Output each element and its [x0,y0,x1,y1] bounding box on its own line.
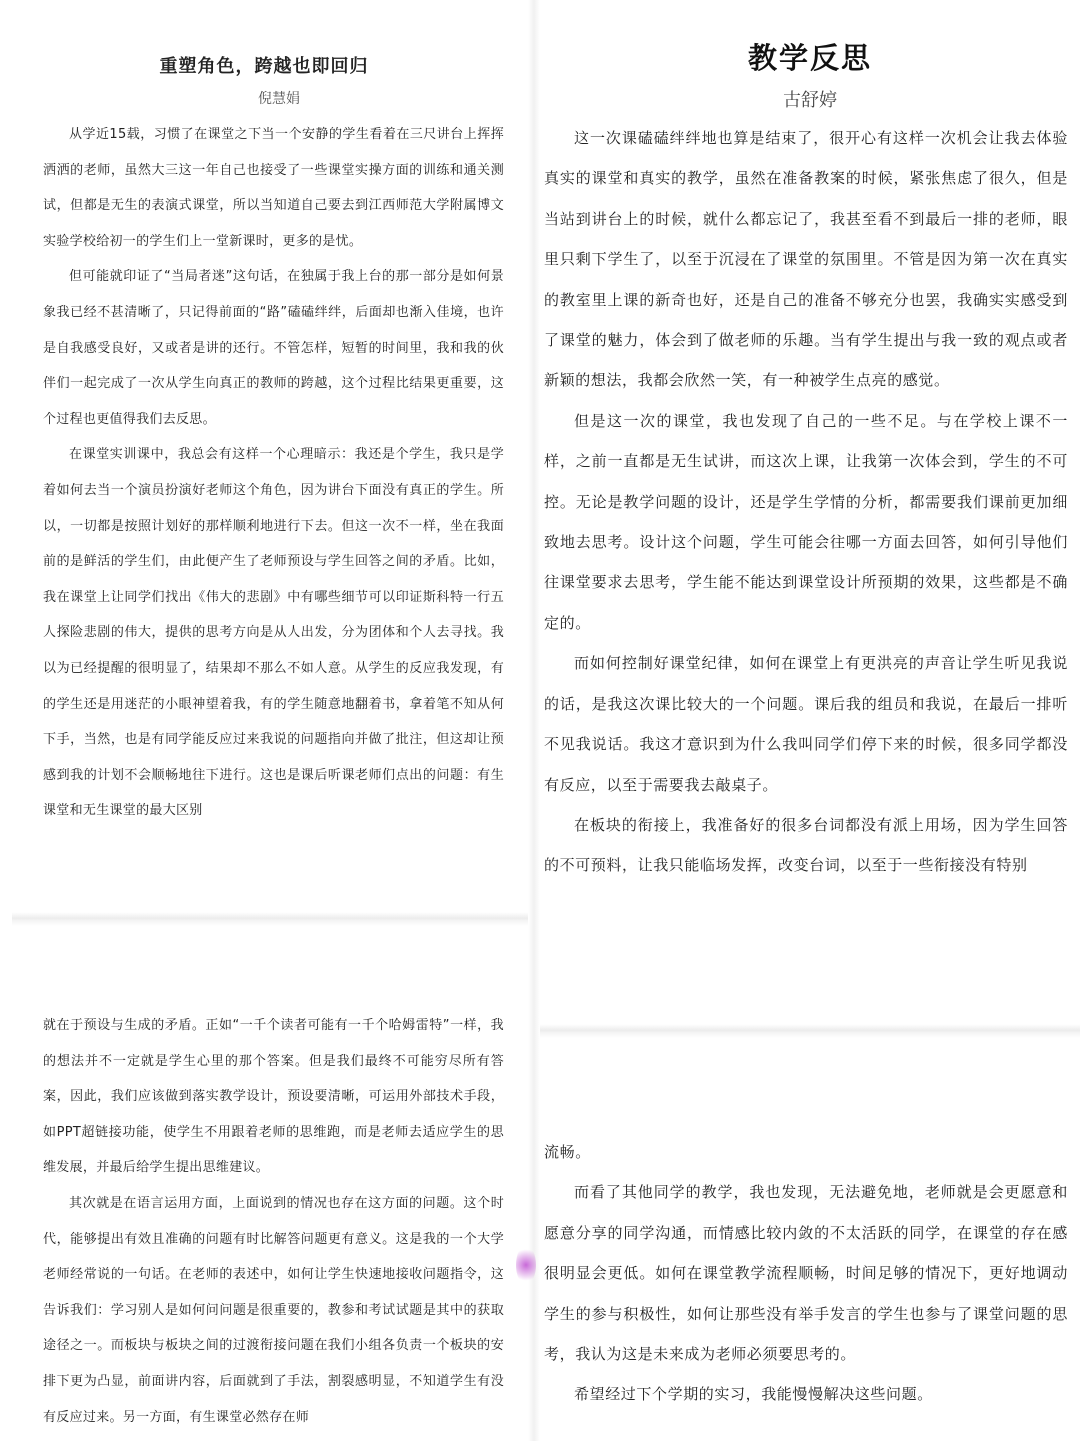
paragraph: 从学近15载，习惯了在课堂之下当一个安静的学生看着在三尺讲台上挥挥洒洒的老师，虽然大三这一年自己也接受了一些课堂实操方面的训练和通关测试，但都是无生的表演式课堂，所以当知道自己要去到江西师范大学附属博文实验学校给初一的学生们上一堂新课时，更多的是忧。 [43,127,504,249]
left-article-body-1 [43,117,504,829]
paragraph: 而看了其他同学的教学，我也发现，无法避免地，老师就是会更愿意和愿意分享的同学沟通，而情感比较内敛的不太活跃的同学，在课堂的存在感很明显会更低。如何在课堂教学流程顺畅，时间足够的情况下，更好地调动学生的参与积极性，如何让那些没有举手发言的学生也参与了课堂问题的思考，我认为这是未来成为老师必须要思考的。 [544,1183,1068,1364]
right-article-body-1 [544,118,1068,886]
paragraph: 而如何控制好课堂纪律，如何在课堂上有更洪亮的声音让学生听见我说的话，是我这次课比较大的一个问题。课后我的组员和我说，在最后一排听不见我说话。我这才意识到为什么我叫同学们停下来的时候，很多同学都没有反应，以至于需要我去敲桌子。 [544,654,1068,794]
paragraph: 流畅。 [544,1143,591,1161]
page-divider [12,912,530,926]
edge-glow [516,1245,536,1285]
paragraph: 但是这一次的课堂，我也发现了自己的一些不足。与在学校上课不一样，之前一直都是无生试讲，而这次上课，让我第一次体会到，学生的不可控。无论是教学问题的设计，还是学生学情的分析，都需要我们课前更加细致地去思考。设计这个问题，学生可能会往哪一方面去回答，如何引导他们往课堂要求去思考，学生能不能达到课堂设计所预期的效果，这些都是不确定的。 [544,411,1068,632]
left-article-page-1 [0,0,528,914]
paragraph: 这一次课磕磕绊绊地也算是结束了，很开心有这样一次机会让我去体验真实的课堂和真实的教学，虽然在准备教案的时候，紧张焦虑了很久，但是当站到讲台上的时候，就什么都忘记了，我甚至看不到最后一排的老师，眼里只剩下学生了，以至于沉浸在了课堂的氛围里。不管是因为第一次在真实的教室里上课的新奇也好，还是自己的准备不够充分也罢，我确实实感受到了课堂的魅力，体会到了做老师的乐趣。当有学生提出与我一致的观点或者新颖的想法，我都会欣然一笑，有一种被学生点亮的感觉。 [544,129,1068,390]
left-article-page-2 [0,930,528,1441]
paragraph: 希望经过下个学期的实习，我能慢慢解决这些问题。 [574,1385,933,1404]
paragraph: 其次就是在语言运用方面，上面说到的情况也存在这方面的问题。这个时代，能够提出有效且准确的问题有时比解答问题更有意义。这是我的一个大学老师经常说的一句话。在老师的表述中，如何让学生快速地接收问题指令，这告诉我们：学习别人是如何问问题是很重要的，教参和考试试题是其中的获取途径之一。而板块与板块之间的过渡衔接问题在我们小组各负责一个板块的安排下更为凸显，前面讲内容，后面就到了手法，割裂感明显，不知道学生有没有反应过来。另一方面，有生课堂必然存在师 [43,1195,504,1425]
left-article-title: 重塑角色，跨越也即回归 [159,56,369,77]
paragraph: 就在于预设与生成的矛盾。正如“一千个读者可能有一千个哈姆雷特”一样，我的想法并不一定就是学生心里的那个答案。但是我们最终不可能穷尽所有答案，因此，我们应该做到落实教学设计，预设要清晰，可运用外部技术手段，如PPT超链接功能，使学生不用跟着老师的思维跑，而是老师去适应学生的思维发展，并最后给学生提出思维建议。 [43,1018,504,1176]
right-article-page-2 [540,1040,1080,1441]
right-article-page-1 [540,0,1080,1028]
right-article-author: 古舒婷 [783,90,837,111]
paragraph: 在板块的衔接上，我准备好的很多台词都没有派上用场，因为学生回答的不可预料，让我只能临场发挥，改变台词，以至于一些衔接没有特别 [544,815,1068,875]
paragraph: 但可能就印证了“当局者迷”这句话，在独属于我上台的那一部分是如何景象我已经不甚清晰了，只记得前面的“路”磕磕绊绊，后面却也渐入佳境，也许是自我感受良好，又或者是讲的还行。不管怎样，短暂的时间里，我和我的伙伴们一起完成了一次从学生向真正的教师的跨越，这个过程比结果更重要，这个过程也更值得我们去反思。 [43,269,504,427]
column-divider [528,0,540,1441]
page-divider [540,1024,1080,1038]
paragraph: 在课堂实训课中，我总会有这样一个心理暗示：我还是个学生，我只是学着如何去当一个演员扮演好老师这个角色，因为讲台下面没有真正的学生。所以，一切都是按照计划好的那样顺利地进行下去。但这一次不一样，坐在我面前的是鲜活的学生们，由此便产生了老师预设与学生回答之间的矛盾。比如，我在课堂上让同学们找出《伟大的悲剧》中有哪些细节可以印证斯科特一行五人探险悲剧的伟大，提供的思考方向是从人出发，分为团体和个人去寻找。我以为已经提醒的很明显了，结果却不那么不如人意。从学生的反应我发现，有的学生还是用迷茫的小眼神望着我，有的学生随意地翻着书，拿着笔不知从何下手，当然，也是有同学能反应过来我说的问题指向并做了批注，但这却让预感到我的计划不会顺畅地往下进行。这也是课后听课老师们点出的问题：有生课堂和无生课堂的最大区别 [43,447,504,819]
right-article-body-2 [544,1132,1068,1415]
left-article-author: 倪慧娟 [258,91,300,107]
left-article-body-2 [43,1008,504,1435]
right-article-title: 教学反思 [747,41,872,75]
